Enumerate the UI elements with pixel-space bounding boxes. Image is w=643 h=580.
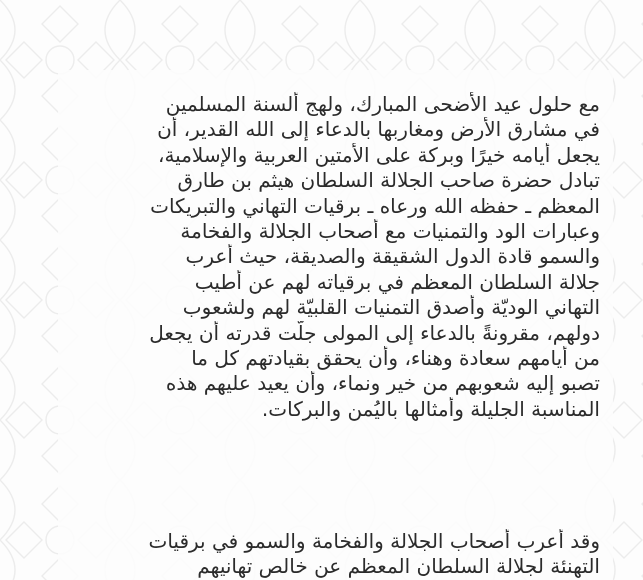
paragraph-line: المعظم ـ حفظه الله ورعاه ـ برقيات التهاني والتبريكات [150,193,600,218]
paragraph-line: تصبو إليه شعوبهم من خير ونماء، وأن يعيد عليهم هذه [165,371,600,396]
paragraph-line: من أيامهم سعادة وهناء، وأن يحقق بقيادتهم كل ما [191,346,600,371]
paragraph-line: يجعل أيامه خيرًا وبركة على الأمتين العربية والإسلامية، [157,142,600,167]
paragraph-line: جلالة السلطان المعظم في برقياته لهم عن أطيب [194,269,600,294]
paragraph-line: وعبارات الود والتمنيات مع أصحاب الجلالة والفخامة [180,219,600,244]
paragraph-line: المناسبة الجليلة وأمثالها باليُمن والبركات. [261,396,600,421]
paragraph-2 [70,529,600,580]
paragraph-line: مع حلول عيد الأضحى المبارك، ولهج ألسنة المسلمين [165,92,600,116]
paragraph-line: التهنئة لجلالة السلطان المعظم عن خالص تهانيهم [197,554,600,579]
paragraph-1 [70,92,600,422]
paragraph-line: في مشارق الأرض ومغاربها بالدعاء إلى الله القدير، أن [157,117,600,142]
paragraph-line: التهاني الوديّة وأصدق التمنيات القلبيّة لهم ولشعوب [182,295,600,320]
paragraph-line: وقد أعرب أصحاب الجلالة والفخامة والسمو في برقيات [148,529,600,553]
paragraph-line: تبادل حضرة صاحب الجلالة السلطان هيثم بن طارق [177,168,600,193]
paragraph-line: والسمو قادة الدول الشقيقة والصديقة، حيث أعرب [185,244,600,269]
paragraph-line: دولهم، مقرونةً بالدعاء إلى المولى جلّت قدرته أن يجعل [149,320,600,345]
